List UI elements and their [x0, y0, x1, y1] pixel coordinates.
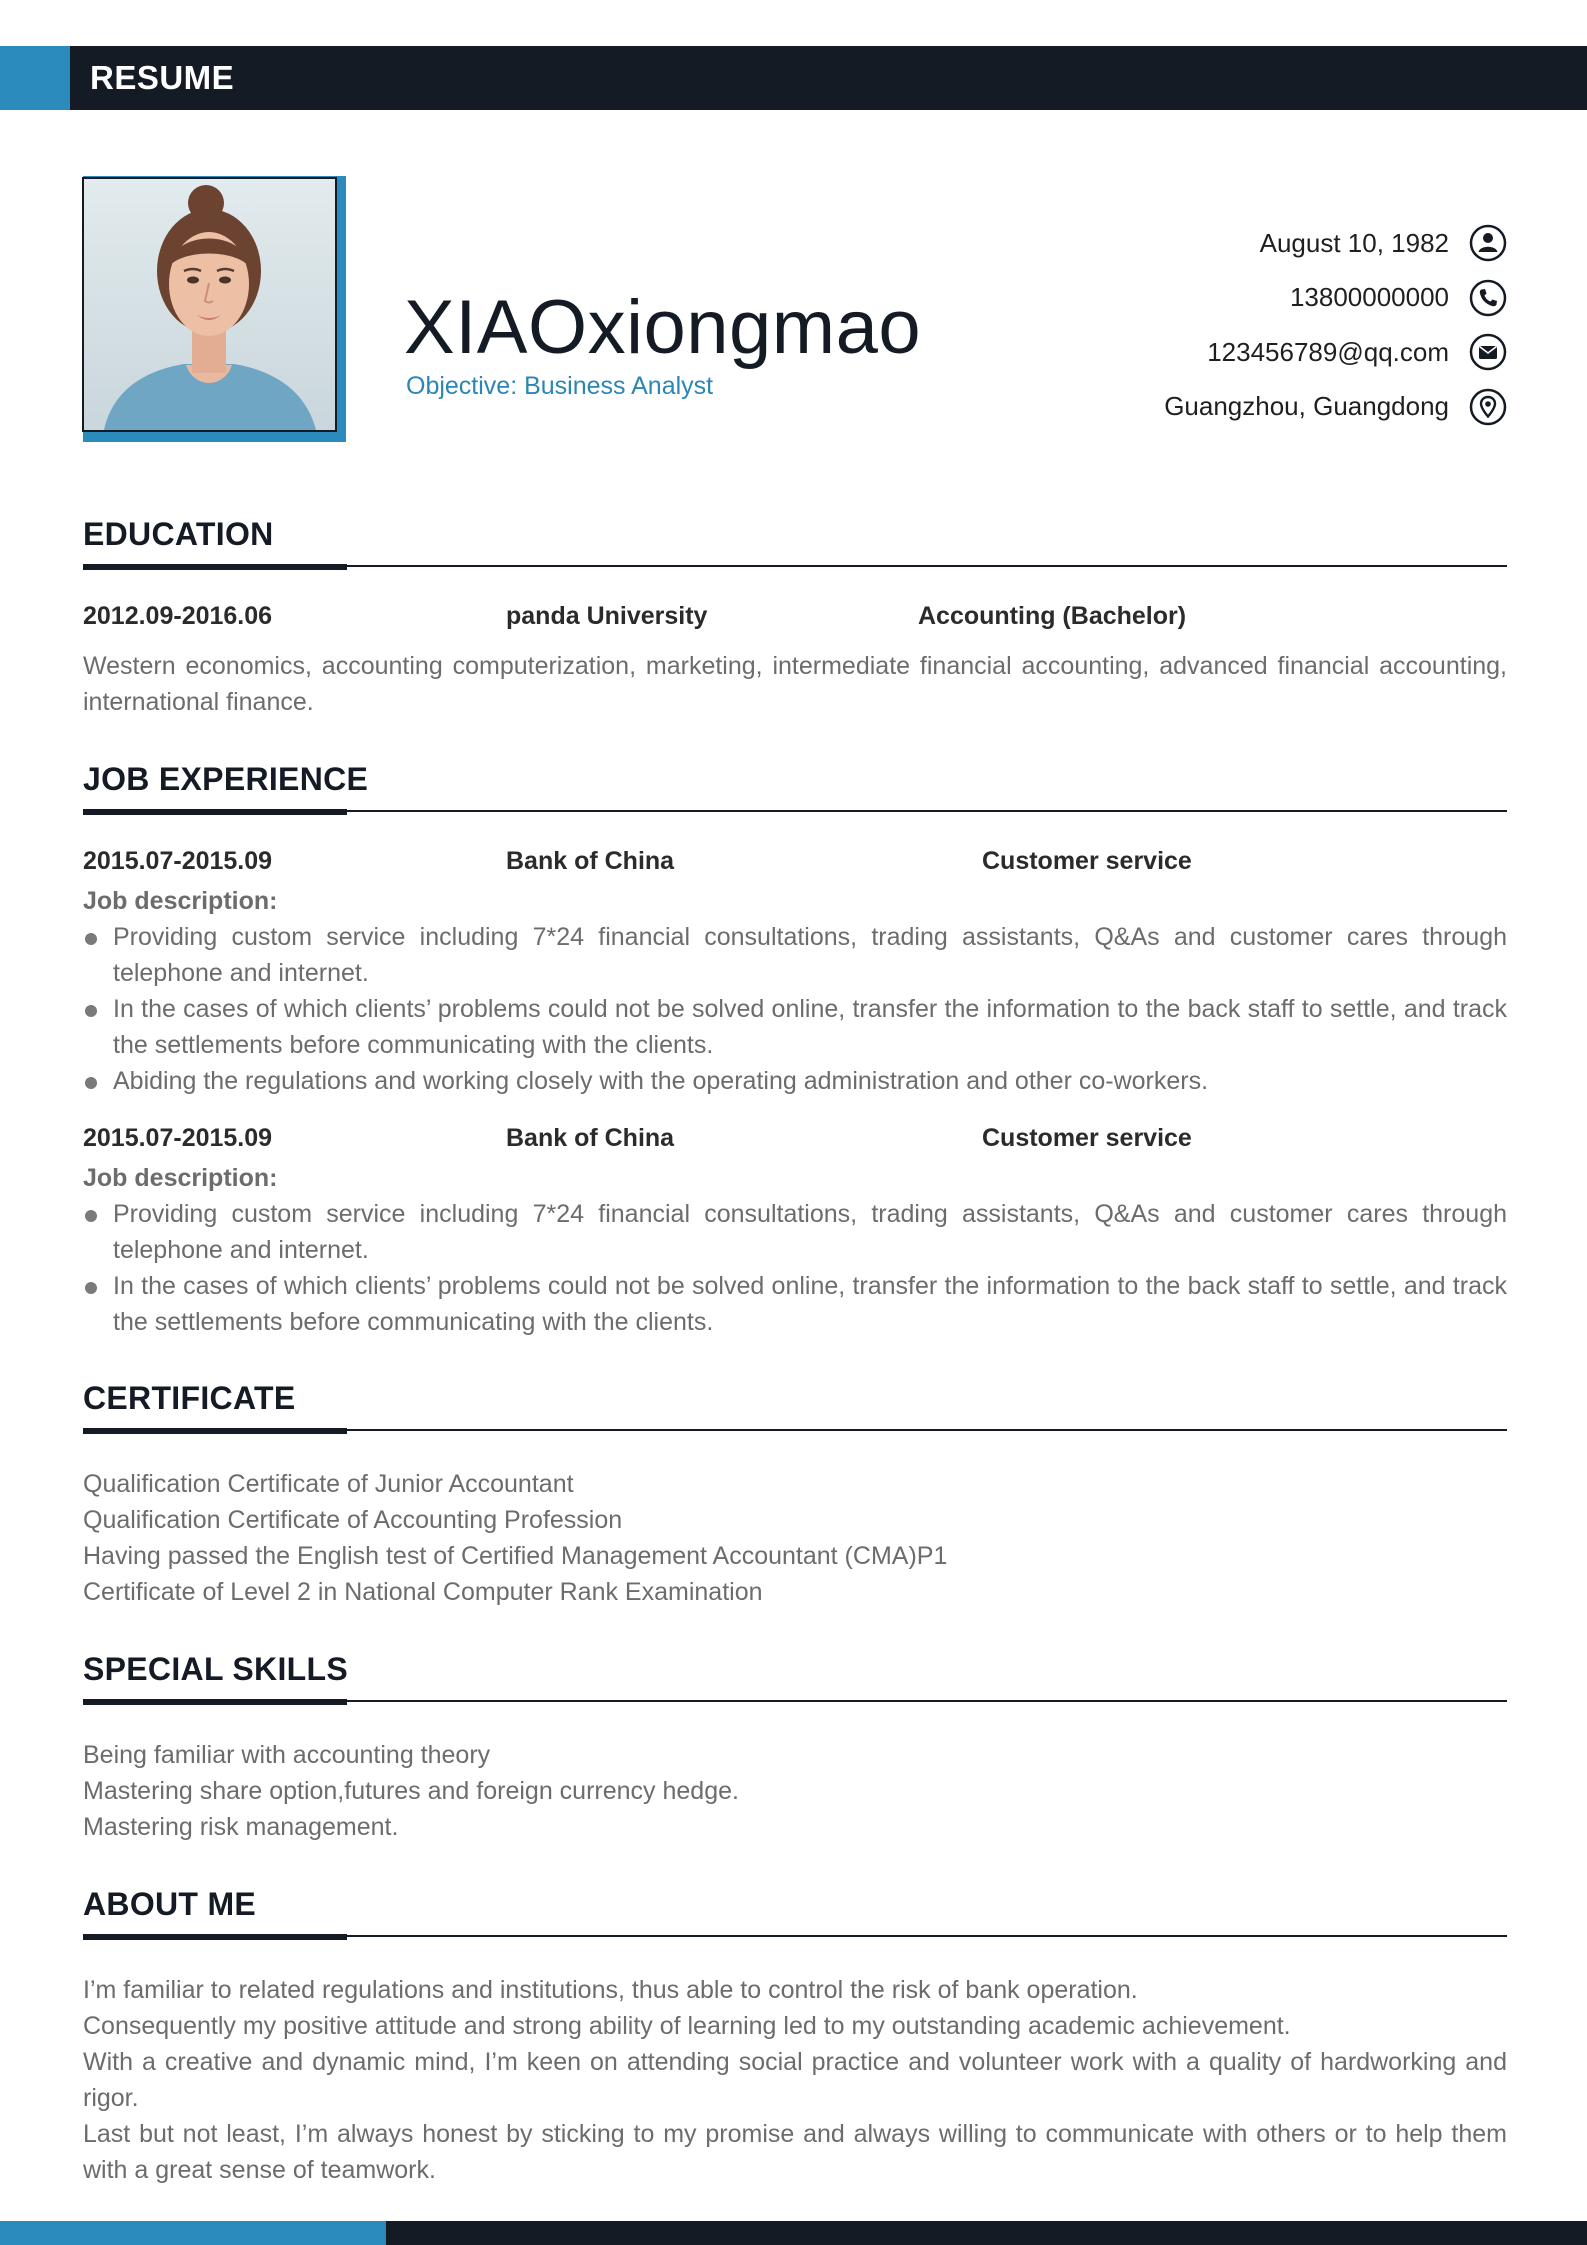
career-objective: Objective: Business Analyst	[406, 372, 714, 400]
section-divider-accent	[83, 1699, 347, 1705]
skills-header	[83, 1651, 1507, 1705]
list-item: Mastering risk management.	[83, 1813, 399, 1841]
list-item: In the cases of which clients’ problems could not be solved online, transfer the information to the back staff to settle, and track the settlements before communicating with the clients.	[83, 991, 1507, 1063]
header-accent-block	[0, 46, 70, 110]
job-role: Customer service	[982, 1124, 1192, 1152]
section-divider-accent	[83, 1428, 347, 1434]
certificate-list	[83, 1466, 1507, 1610]
contact-location	[947, 380, 1507, 435]
skills-list	[83, 1737, 1507, 1845]
job-description-label: Job description:	[83, 887, 278, 915]
about-paragraph: Last but not least, I’m always honest by sticking to my promise and always willing to communicate with others or to help them with a great sense of teamwork.	[83, 2120, 1507, 2184]
list-item: Abiding the regulations and working closely with the operating administration and other co-workers.	[83, 1063, 1507, 1099]
job-entry	[83, 1124, 1507, 1340]
list-item: In the cases of which clients’ problems could not be solved online, transfer the information to the back staff to settle, and track the settlements before communicating with the clients.	[83, 1268, 1507, 1340]
skills-section	[83, 1651, 1507, 1845]
email-text: 123456789@qq.com	[1207, 336, 1449, 367]
list-item: Qualification Certificate of Accounting Profession	[83, 1506, 623, 1534]
education-school: panda University	[506, 602, 708, 630]
section-title: CERTIFICATE	[83, 1380, 296, 1416]
list-item: Being familiar with accounting theory	[83, 1741, 491, 1769]
list-item: Providing custom service including 7*24 financial consultations, trading assistants, Q&As and customer cares through telephone and internet.	[83, 1196, 1507, 1268]
education-section	[83, 516, 1507, 720]
contact-phone	[947, 271, 1507, 326]
list-item: Qualification Certificate of Junior Accountant	[83, 1470, 574, 1498]
job-entry	[83, 847, 1507, 1099]
job-company: Bank of China	[506, 1124, 675, 1152]
list-item: Providing custom service including 7*24 financial consultations, trading assistants, Q&As and customer cares through telephone and internet.	[83, 919, 1507, 991]
header-title: RESUME	[90, 59, 235, 96]
about-header	[83, 1886, 1507, 1940]
footer-band	[0, 2221, 1587, 2245]
about-paragraph: With a creative and dynamic mind, I’m keen on attending social practice and volunteer work with a quality of hardworking and rigor.	[83, 2048, 1507, 2112]
location-text: Guangzhou, Guangdong	[1164, 391, 1449, 422]
job-company: Bank of China	[506, 847, 675, 875]
contact-birthdate	[947, 216, 1507, 271]
education-header	[83, 516, 1507, 570]
person-icon	[1469, 224, 1507, 262]
about-paragraphs	[83, 1972, 1507, 2188]
job-header-row	[83, 1124, 1507, 1160]
list-item: Mastering share option,futures and foreign currency hedge.	[83, 1777, 739, 1805]
section-divider-accent	[83, 1934, 347, 1940]
job-description-label: Job description:	[83, 1164, 278, 1192]
list-item: Having passed the English test of Certified Management Accountant (CMA)P1	[83, 1542, 948, 1570]
job-role: Customer service	[982, 847, 1192, 875]
certificate-section	[83, 1380, 1507, 1610]
birthdate-text: August 10, 1982	[1259, 227, 1449, 258]
about-section	[83, 1886, 1507, 2188]
education-major: Accounting (Bachelor)	[918, 602, 1187, 630]
certificate-header	[83, 1380, 1507, 1434]
section-title: ABOUT ME	[83, 1886, 257, 1922]
section-title: JOB EXPERIENCE	[83, 761, 369, 797]
experience-header	[83, 761, 1507, 815]
mail-icon	[1469, 333, 1507, 371]
section-title: EDUCATION	[83, 516, 274, 552]
job-description-list	[83, 1196, 1507, 1340]
candidate-name: XIAOxiongmao	[404, 285, 922, 370]
education-period: 2012.09-2016.06	[83, 602, 273, 630]
phone-text: 13800000000	[1289, 282, 1449, 313]
about-paragraph: Consequently my positive attitude and strong ability of learning led to my outstanding academic achievement.	[83, 2012, 1291, 2040]
footer-accent-block	[0, 2221, 386, 2245]
experience-section	[83, 761, 1507, 1340]
location-icon	[1469, 388, 1507, 426]
header-band	[0, 46, 1587, 110]
section-title: SPECIAL SKILLS	[83, 1651, 348, 1687]
list-item: Certificate of Level 2 in National Computer Rank Examination	[83, 1578, 763, 1606]
job-header-row	[83, 847, 1507, 883]
education-courses: Western economics, accounting computerization, marketing, intermediate financial accounting, advanced financial accounting, international finance.	[83, 652, 1507, 716]
section-divider-accent	[83, 564, 347, 570]
profile-photo	[82, 177, 337, 432]
about-paragraph: I’m familiar to related regulations and institutions, thus able to control the risk of bank operation.	[83, 1976, 1138, 2004]
phone-icon	[1469, 279, 1507, 317]
job-description-list	[83, 919, 1507, 1099]
contact-info	[947, 216, 1507, 434]
contact-email	[947, 325, 1507, 380]
job-period: 2015.07-2015.09	[83, 1124, 273, 1152]
section-divider-accent	[83, 809, 347, 815]
education-row	[83, 602, 1507, 638]
job-period: 2015.07-2015.09	[83, 847, 273, 875]
